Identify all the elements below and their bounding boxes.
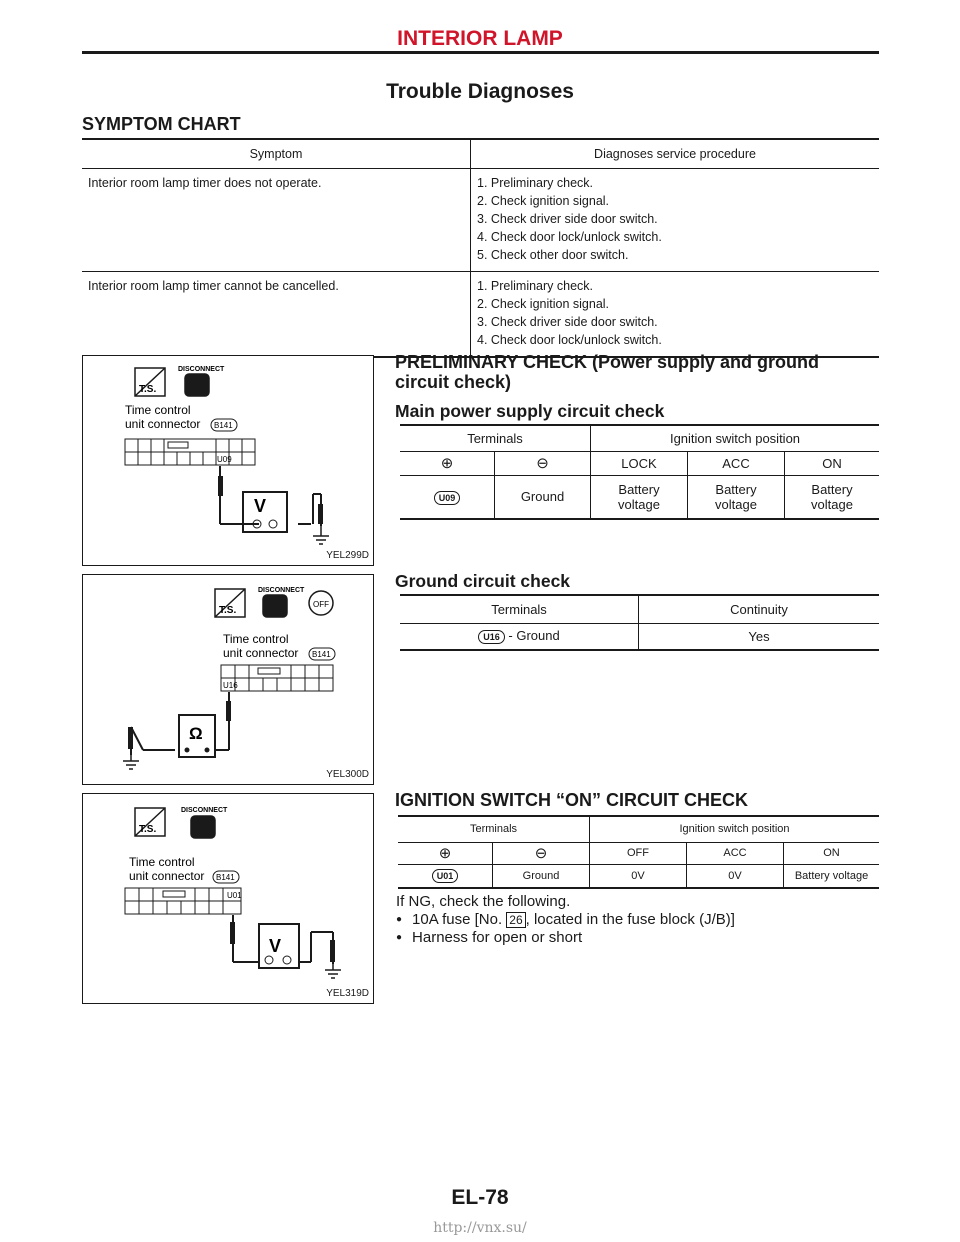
bullet-icon: ●: [396, 932, 403, 943]
ts-label: T.S.: [139, 384, 157, 395]
col-ignition-position: Ignition switch position: [591, 425, 880, 451]
symptom-chart-heading: SYMPTOM CHART: [82, 114, 241, 134]
procedure-step: 2. Check ignition signal.: [477, 194, 610, 208]
main-power-table: [400, 424, 879, 520]
col-acc: ACC: [688, 451, 785, 475]
ignition-table: [398, 815, 879, 889]
footer-link[interactable]: http://vnx.su/: [433, 1220, 527, 1236]
value-off: 0V: [590, 864, 687, 888]
col-terminals: Terminals: [400, 425, 591, 451]
col-acc: ACC: [687, 842, 784, 864]
unit-label-1: Time control: [223, 632, 289, 646]
unit-label-1: Time control: [129, 855, 195, 869]
procedure-step: 3. Check driver side door switch.: [477, 212, 658, 226]
symptom-cell: Interior room lamp timer cannot be cancelled.: [82, 272, 471, 358]
value-text: voltage: [715, 496, 757, 512]
procedure-step: 1. Preliminary check.: [477, 279, 594, 293]
bullet-icon: ●: [396, 914, 403, 925]
pin-label: U09: [217, 455, 232, 464]
col-on: ON: [784, 842, 880, 864]
figure-yel300d: [82, 574, 374, 785]
connector-id: B141: [312, 650, 331, 659]
value-text: Battery: [715, 481, 757, 497]
procedure-step: 5. Check other door switch.: [477, 248, 629, 262]
main-power-heading: Main power supply circuit check: [395, 401, 665, 421]
preliminary-heading: [395, 352, 819, 392]
procedure-step: 1. Preliminary check.: [477, 176, 594, 190]
connector-id: B141: [216, 873, 235, 882]
terminal-cell: [400, 475, 495, 519]
section-header: INTERIOR LAMP: [397, 27, 563, 50]
unit-label-2: unit connector: [223, 646, 299, 660]
voltmeter-label: V: [254, 496, 267, 516]
figure-code: YEL300D: [326, 769, 369, 780]
ground-check-heading: Ground circuit check: [395, 571, 571, 591]
terminal-badge: U09: [434, 491, 461, 505]
ohmmeter-label: Ω: [189, 724, 203, 743]
disconnect-label: DISCONNECT: [181, 807, 228, 814]
value-cell: [591, 475, 688, 519]
figure-code: YEL299D: [326, 550, 369, 561]
value-text: voltage: [618, 496, 660, 512]
figure-yel299d: [82, 355, 374, 566]
value-cell: [785, 475, 880, 519]
wiring-diagram-2: [83, 575, 373, 784]
ng-note: [396, 893, 735, 947]
plus-symbol: ⊕: [398, 842, 493, 864]
unit-label-1: Time control: [125, 403, 191, 417]
col-symptom: Symptom: [82, 139, 471, 169]
header-rule: [82, 51, 879, 54]
minus-symbol: ⊖: [495, 451, 591, 475]
ground-text: - Ground: [508, 628, 560, 644]
procedure-step: 4. Check door lock/unlock switch.: [477, 230, 662, 244]
ground-check-table: [400, 594, 879, 651]
procedure-step: 2. Check ignition signal.: [477, 297, 610, 311]
ts-label: T.S.: [219, 605, 237, 616]
value-acc: 0V: [687, 864, 784, 888]
col-on: ON: [785, 451, 880, 475]
terminal-cell: [398, 864, 493, 888]
connector-id: B141: [214, 421, 233, 430]
preliminary-heading-line: circuit check): [395, 372, 512, 392]
table-row: [82, 272, 879, 358]
terminal-badge: U01: [432, 869, 459, 883]
procedure-cell: [471, 272, 880, 358]
figure-yel319d: [82, 793, 374, 1004]
col-procedure: Diagnoses service procedure: [471, 139, 880, 169]
col-continuity: Continuity: [639, 595, 880, 623]
ignition-heading: IGNITION SWITCH “ON” CIRCUIT CHECK: [395, 790, 748, 810]
wiring-diagram-1: [83, 356, 373, 565]
pin-label: U16: [223, 681, 238, 690]
col-terminals: Terminals: [398, 816, 590, 842]
value-cell: [688, 475, 785, 519]
value-on: Battery voltage: [784, 864, 880, 888]
terminal-badge: U16: [478, 630, 505, 644]
value-text: Battery: [811, 481, 853, 497]
value-text: voltage: [811, 496, 853, 512]
ground-cell: Ground: [495, 475, 591, 519]
symptom-table: [82, 138, 879, 358]
table-row: [82, 169, 879, 272]
preliminary-heading-line: PRELIMINARY CHECK (Power supply and ground: [395, 352, 820, 372]
continuity-value: Yes: [639, 623, 880, 650]
page-number: EL-78: [451, 1186, 509, 1209]
col-off: OFF: [590, 842, 687, 864]
terminal-cell: [400, 623, 639, 650]
value-text: Battery: [618, 481, 660, 497]
col-lock: LOCK: [591, 451, 688, 475]
procedure-cell: [471, 169, 880, 272]
voltmeter-label: V: [269, 936, 282, 956]
page-title: Trouble Diagnoses: [386, 80, 574, 103]
ng-intro: If NG, check the following.: [396, 893, 571, 910]
unit-label-2: unit connector: [129, 869, 205, 883]
fuse-number: 26: [506, 912, 525, 928]
disconnect-label: DISCONNECT: [258, 587, 305, 594]
ground-cell: Ground: [493, 864, 590, 888]
procedure-step: 4. Check door lock/unlock switch.: [477, 333, 662, 347]
symptom-cell: Interior room lamp timer does not operate.: [82, 169, 471, 272]
procedure-step: 3. Check driver side door switch.: [477, 315, 658, 329]
col-terminals: Terminals: [400, 595, 639, 623]
pin-label: U01: [227, 891, 242, 900]
check-item: ● 10A fuse [No. 26 , located in the fuse block (J/B)]: [396, 911, 735, 928]
unit-label-2: unit connector: [125, 417, 201, 431]
wiring-diagram-3: [83, 794, 373, 1003]
minus-symbol: ⊖: [493, 842, 590, 864]
plus-symbol: ⊕: [400, 451, 495, 475]
check-item: ● Harness for open or short: [396, 929, 583, 946]
col-ignition-position: Ignition switch position: [590, 816, 880, 842]
disconnect-label: DISCONNECT: [178, 366, 225, 373]
ts-label: T.S.: [139, 824, 157, 835]
key-position: OFF: [313, 600, 329, 609]
figure-code: YEL319D: [326, 988, 369, 999]
